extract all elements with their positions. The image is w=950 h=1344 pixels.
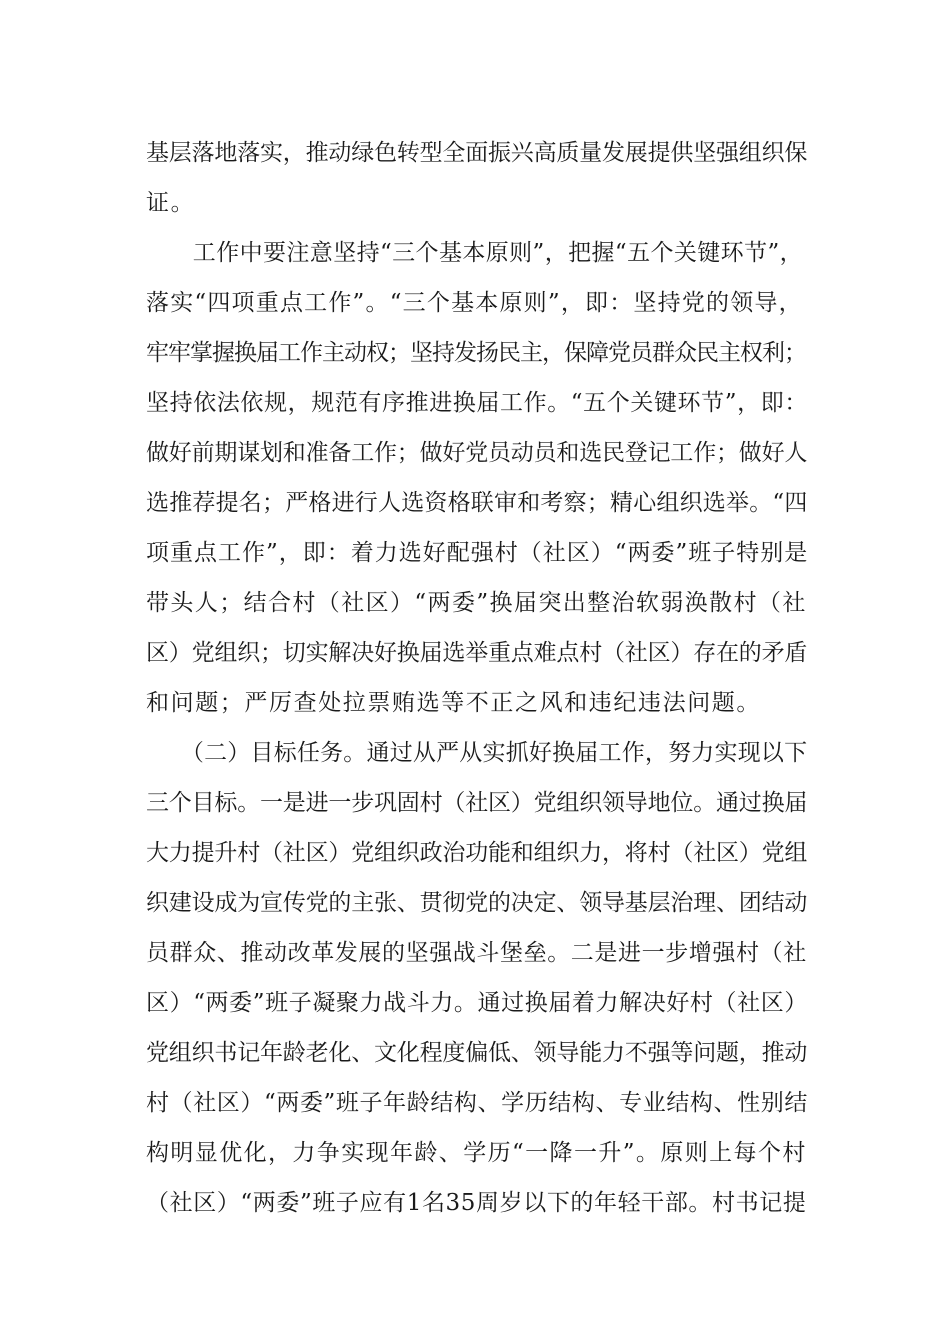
text-line: 大力提升村（社区）党组织政治功能和组织力，将村（社区）党组	[146, 840, 808, 866]
text-line: 项重点工作”，即：着力选好配强村（社区）“两委”班子特别是	[146, 540, 809, 566]
text-line: 党组织书记年龄老化、文化程度偏低、领导能力不强等问题，推动	[146, 1040, 808, 1066]
text-line: 基层落地落实，推动绿色转型全面振兴高质量发展提供坚强组织保	[146, 140, 808, 166]
text-line: （社区）“两委”班子应有1名35周岁以下的年轻干部。村书记提	[146, 1190, 807, 1216]
text-line: 区）“两委”班子凝聚力战斗力。通过换届着力解决好村（社区）	[146, 990, 808, 1016]
text-line: 牢牢掌握换届工作主动权；坚持发扬民主，保障党员群众民主权利；	[146, 340, 806, 366]
text-line: 工作中要注意坚持“三个基本原则”，把握“五个关键环节”，	[146, 240, 804, 266]
text-line: 带头人；结合村（社区）“两委”换届突出整治软弱涣散村（社	[146, 590, 807, 616]
text-line: 坚持依法依规，规范有序推进换届工作。“五个关键环节”，即：	[146, 390, 808, 416]
text-line: 落实“四项重点工作”。“三个基本原则”，即：坚持党的领导，	[146, 290, 803, 316]
text-line: 证。	[146, 190, 196, 216]
text-line: 和问题；严厉查处拉票贿选等不正之风和违纪违法问题。	[146, 690, 761, 716]
text-line: 选推荐提名；严格进行人选资格联审和考察；精心组织选举。“四	[146, 490, 808, 516]
text-line: 区）党组织；切实解决好换届选举重点难点村（社区）存在的矛盾	[146, 640, 808, 666]
text-line: 员群众、推动改革发展的坚强战斗堡垒。二是进一步增强村（社	[146, 940, 807, 966]
text-line: 三个目标。一是进一步巩固村（社区）党组织领导地位。通过换届	[146, 790, 808, 816]
text-line: 织建设成为宣传党的主张、贯彻党的决定、领导基层治理、团结动	[146, 890, 808, 916]
text-line: 村（社区）“两委”班子年龄结构、学历结构、专业结构、性别结	[146, 1090, 808, 1116]
text-line: （二）目标任务。通过从严从实抓好换届工作，努力实现以下	[146, 740, 808, 766]
text-line: 构明显优化，力争实现年龄、学历“一降一升”。原则上每个村	[146, 1140, 807, 1166]
text-line: 做好前期谋划和准备工作；做好党员动员和选民登记工作；做好人	[146, 440, 808, 466]
